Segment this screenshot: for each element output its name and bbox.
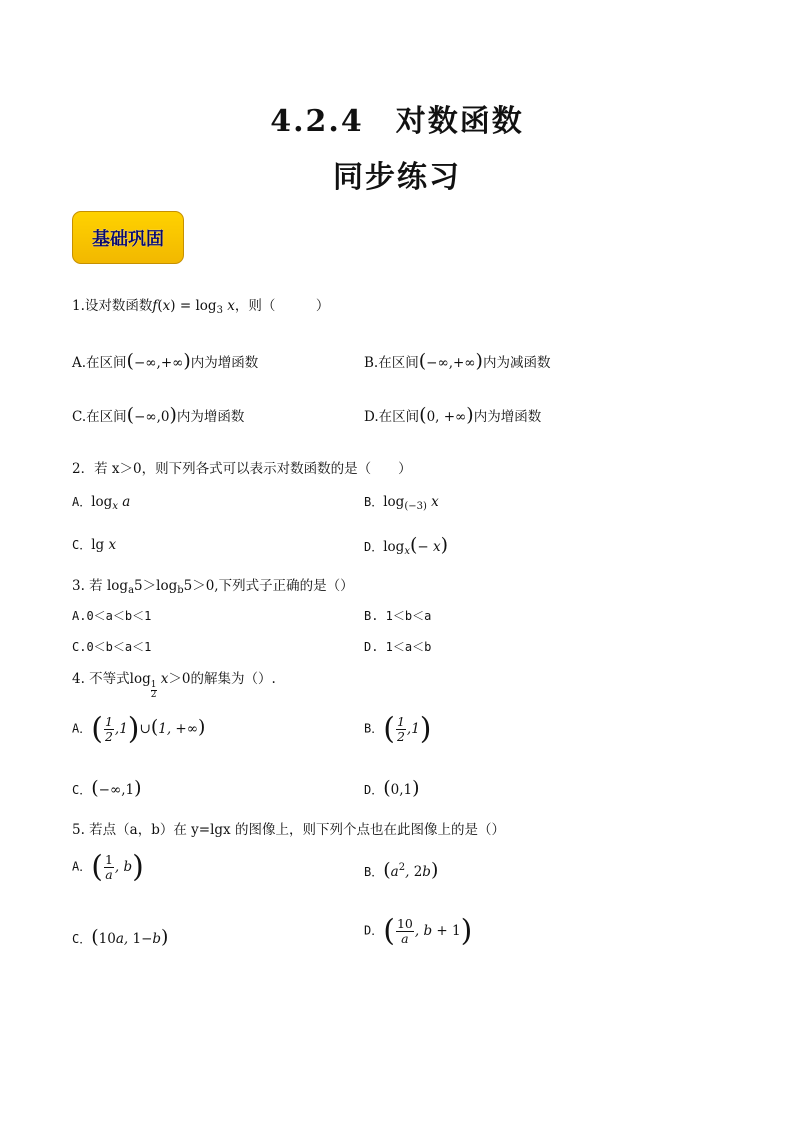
q4-stem-text: 4. 不等式 [72, 671, 130, 687]
q1-b-tail: 内为减函数 [482, 355, 551, 371]
question-2-option-b [364, 493, 439, 512]
page-subtitle: 同步练习 [333, 160, 461, 195]
question-5-option-b [364, 859, 438, 881]
q2-d-label: D． [364, 540, 384, 554]
question-1-option-c [72, 404, 244, 426]
q5-a-label: A． [72, 859, 92, 874]
question-5-option-c [72, 926, 168, 948]
page-title: 4.2.4 对数函数 [270, 104, 524, 139]
question-2-stem: 2．若 x＞0，则下列各式可以表示对数函数的是（ ） [72, 461, 412, 477]
question-5-option-a [72, 849, 144, 884]
q4-a-label: A． [72, 721, 92, 736]
q1-d-tail: 内为增函数 [473, 409, 542, 425]
q4-formula: log $\frac{1}{2}$ x [129, 671, 169, 700]
q5-b-label: B． [364, 865, 384, 879]
q2-a-formula: $\log_x a$ [91, 494, 131, 512]
q1-d-label: D.在区间 [364, 409, 420, 425]
section-badge [72, 211, 184, 264]
question-3-option-d: D. 1＜a＜b [364, 640, 432, 654]
section-badge-label: 基础巩固 [92, 228, 164, 250]
q1-a-tail: 内为增函数 [190, 355, 259, 371]
q1-stem-tail: ，则（ ） [234, 298, 330, 314]
q5-c-formula: (10a, 1−b) [91, 926, 169, 948]
q1-d-interval: (0, +∞) [419, 404, 474, 426]
q4-c-label: C． [72, 783, 92, 797]
q4-a-formula: ( $\frac{1}{2}$ ,1)∪(1, +∞) [91, 711, 206, 746]
q2-b-label: B． [364, 495, 384, 509]
question-3-option-b: B. 1＜b＜a [364, 609, 432, 623]
q2-a-label: A． [72, 495, 92, 509]
question-4-stem [72, 667, 276, 700]
question-4-option-a [72, 711, 206, 746]
question-5-option-d [364, 913, 473, 948]
q5-b-formula: ($a^2$, 2b) [383, 859, 439, 881]
q1-a-interval: (−∞,+∞) [126, 350, 191, 372]
q4-b-formula: ( $\frac{1}{2}$ ,1) [383, 711, 432, 746]
q3-formula: $\log_a5>\log_b5$ [106, 578, 193, 596]
q1-stem-text: 1.设对数函数 [72, 298, 153, 314]
q5-a-formula: ( $\frac{1}{a}$ , b) [91, 849, 144, 884]
question-2-option-d [364, 534, 448, 557]
q5-c-label: C． [72, 932, 92, 946]
q2-c-formula: lg x [91, 537, 117, 553]
question-4-option-c [72, 777, 142, 799]
question-1-option-d [364, 404, 541, 426]
question-1-stem [72, 294, 329, 316]
q5-d-formula: ( $\frac{10}{a}$ , b + 1) [383, 913, 473, 948]
question-5-stem: 5. 若点（a，b）在 y=lgx 的图像上，则下列个点也在此图像上的是（） [72, 822, 505, 838]
q1-c-tail: 内为增函数 [176, 409, 245, 425]
q4-d-formula: (0,1) [383, 777, 420, 799]
question-4-option-d [364, 777, 420, 799]
q1-a-label: A.在区间 [72, 355, 127, 371]
q3-stem-text: 3. 若 [72, 578, 107, 594]
question-1-option-b [364, 350, 550, 372]
question-3-option-c: C.0＜b＜a＜1 [72, 640, 152, 654]
q2-d-formula: $\log_x(- x)$ [383, 534, 449, 557]
q1-b-label: B.在区间 [364, 355, 419, 371]
q1-b-interval: (−∞,+∞) [418, 350, 483, 372]
q4-b-label: B． [364, 721, 384, 736]
q1-c-interval: (−∞,0) [126, 404, 177, 426]
q4-d-label: D． [364, 783, 384, 797]
q5-d-label: D． [364, 923, 384, 938]
question-2-option-c [72, 536, 116, 553]
q1-c-label: C.在区间 [72, 409, 127, 425]
question-3-stem [72, 574, 354, 596]
q1-formula: $f(x) = \log_3 x$ [152, 298, 235, 316]
question-4-option-b [364, 711, 432, 746]
q2-b-formula: $\log_{(-3)} x$ [383, 494, 439, 512]
question-2-option-a [72, 493, 130, 512]
q3-stem-tail: ＞0,下列式子正确的是（） [192, 578, 354, 594]
q2-c-label: C． [72, 538, 92, 552]
question-3-option-a: A.0＜a＜b＜1 [72, 609, 152, 623]
q4-c-formula: (−∞,1) [91, 777, 142, 799]
question-1-option-a [72, 350, 258, 372]
q4-stem-tail: ＞0的解集为（）. [168, 671, 276, 687]
